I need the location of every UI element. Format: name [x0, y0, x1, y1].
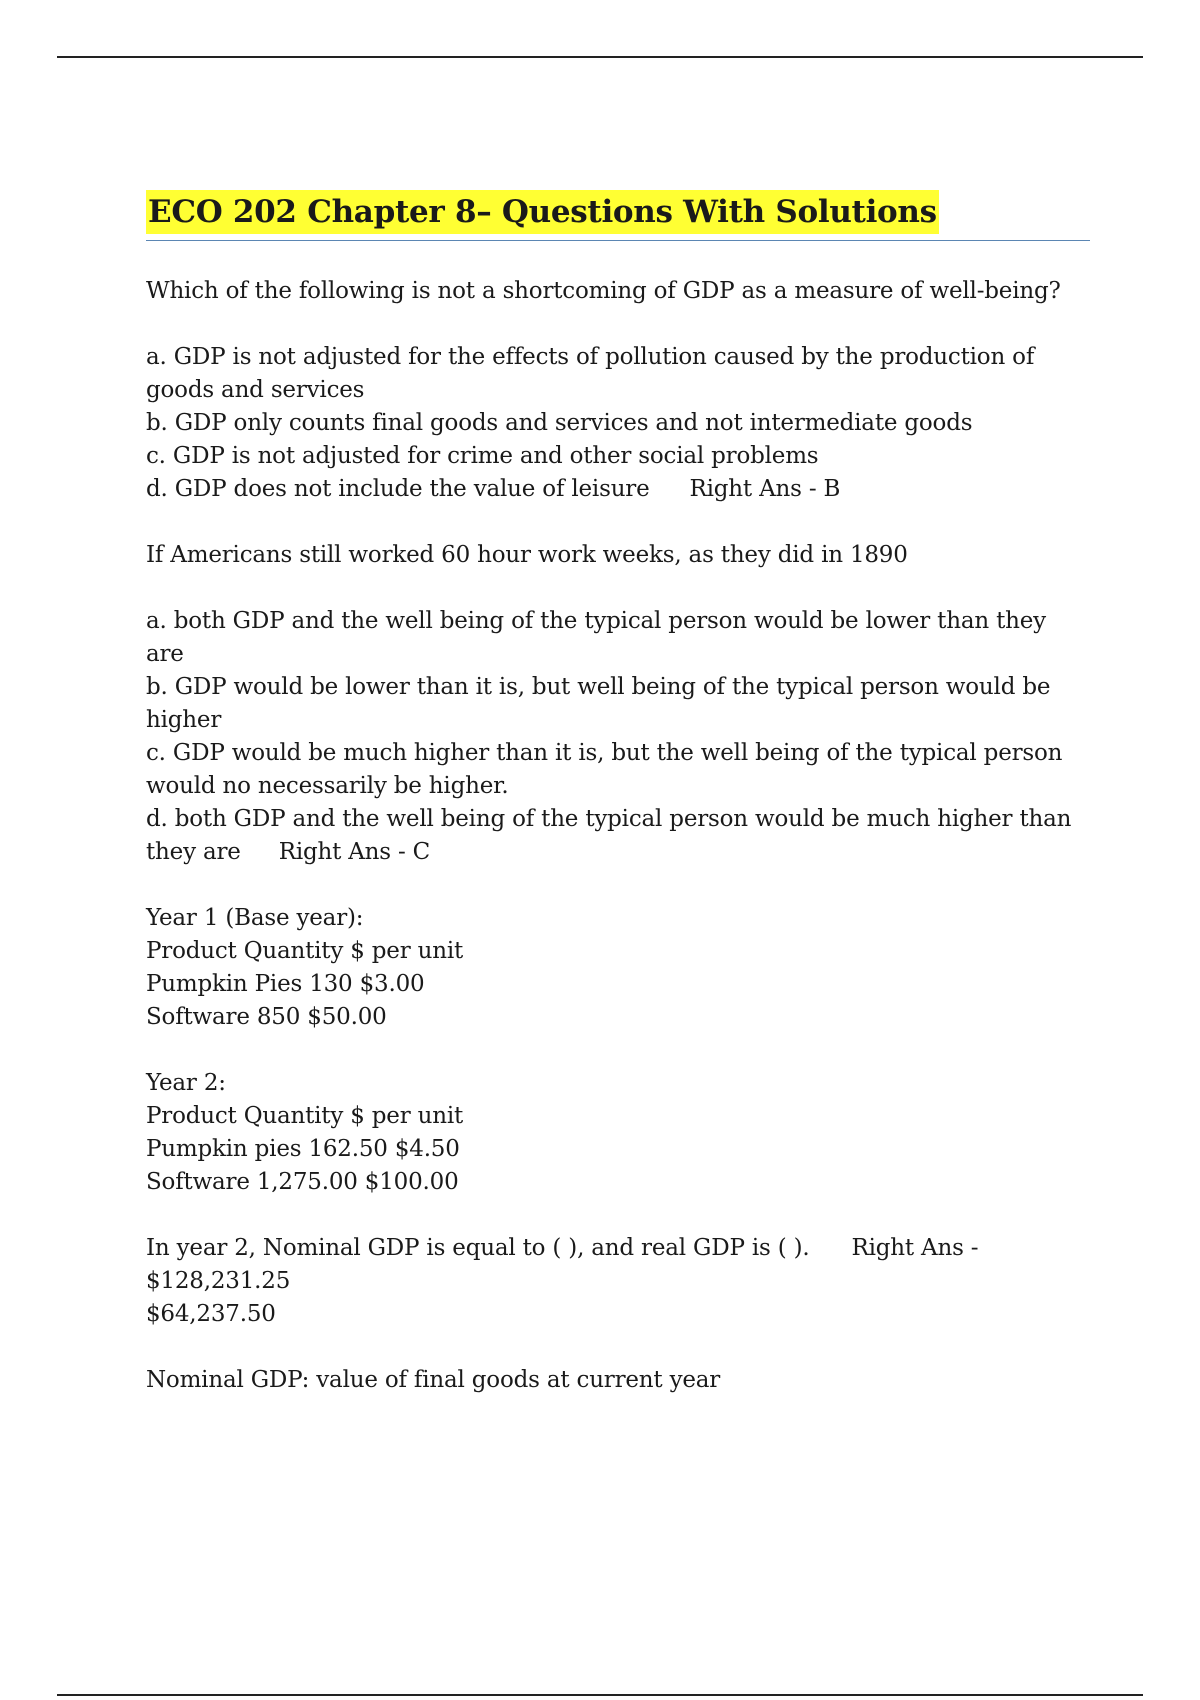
top-rule	[57, 56, 1143, 58]
year-1-row: Software 850 $50.00	[146, 1004, 387, 1030]
question-1	[146, 275, 1090, 308]
option-b: b. GDP would be lower than it is, but well being of the typical person would be higher	[146, 674, 1058, 733]
question-3-text: In year 2, Nominal GDP is equal to ( ), and real GDP is ( ).	[146, 1235, 810, 1261]
answer-label: Right Ans -	[851, 1235, 979, 1261]
answer-value-real: $64,237.50	[146, 1301, 276, 1327]
document-body	[146, 190, 1090, 1397]
answer-value-nominal: $128,231.25	[146, 1268, 291, 1294]
option-d: d. GDP does not include the value of leisure	[146, 476, 650, 502]
note-text: Nominal GDP: value of final goods at current year	[146, 1367, 721, 1393]
question-1-options	[146, 341, 1090, 506]
answer-label: Right Ans - C	[278, 839, 431, 865]
year-2-row: Software 1,275.00 $100.00	[146, 1169, 459, 1195]
year-2-row: Pumpkin pies 162.50 $4.50	[146, 1136, 460, 1162]
option-c: c. GDP is not adjusted for crime and other social problems	[146, 443, 819, 469]
year-2-table	[146, 1067, 1090, 1199]
year-2-heading: Year 2:	[146, 1070, 226, 1096]
option-d: d. both GDP and the well being of the typical person would be much higher than they are	[146, 806, 1079, 865]
year-1-heading: Year 1 (Base year):	[146, 905, 364, 931]
option-a: a. GDP is not adjusted for the effects of pollution caused by the production of goods and services	[146, 344, 1042, 403]
year-1-header-row: Product Quantity $ per unit	[146, 938, 464, 964]
option-c: c. GDP would be much higher than it is, but the well being of the typical person would no necessarily be higher.	[146, 740, 1070, 799]
question-3-row	[146, 1232, 1090, 1265]
question-2	[146, 539, 1090, 572]
note	[146, 1364, 1090, 1397]
option-a: a. both GDP and the well being of the typical person would be lower than they are	[146, 608, 1054, 667]
page-title: ECO 202 Chapter 8– Questions With Solutions	[146, 190, 939, 234]
option-d-row	[146, 473, 1090, 506]
option-b: b. GDP only counts final goods and services and not intermediate goods	[146, 410, 973, 436]
question-2-text: If Americans still worked 60 hour work weeks, as they did in 1890	[146, 542, 908, 568]
year-1-row: Pumpkin Pies 130 $3.00	[146, 971, 425, 997]
year-1-table	[146, 902, 1090, 1034]
option-d-row	[146, 803, 1090, 869]
title-section	[146, 190, 1090, 241]
question-1-text: Which of the following is not a shortcoming of GDP as a measure of well-being?	[146, 278, 1061, 304]
year-2-header-row: Product Quantity $ per unit	[146, 1103, 464, 1129]
bottom-rule	[57, 1694, 1143, 1696]
question-3	[146, 1232, 1090, 1331]
question-2-options	[146, 605, 1090, 869]
answer-label: Right Ans - B	[689, 476, 841, 502]
